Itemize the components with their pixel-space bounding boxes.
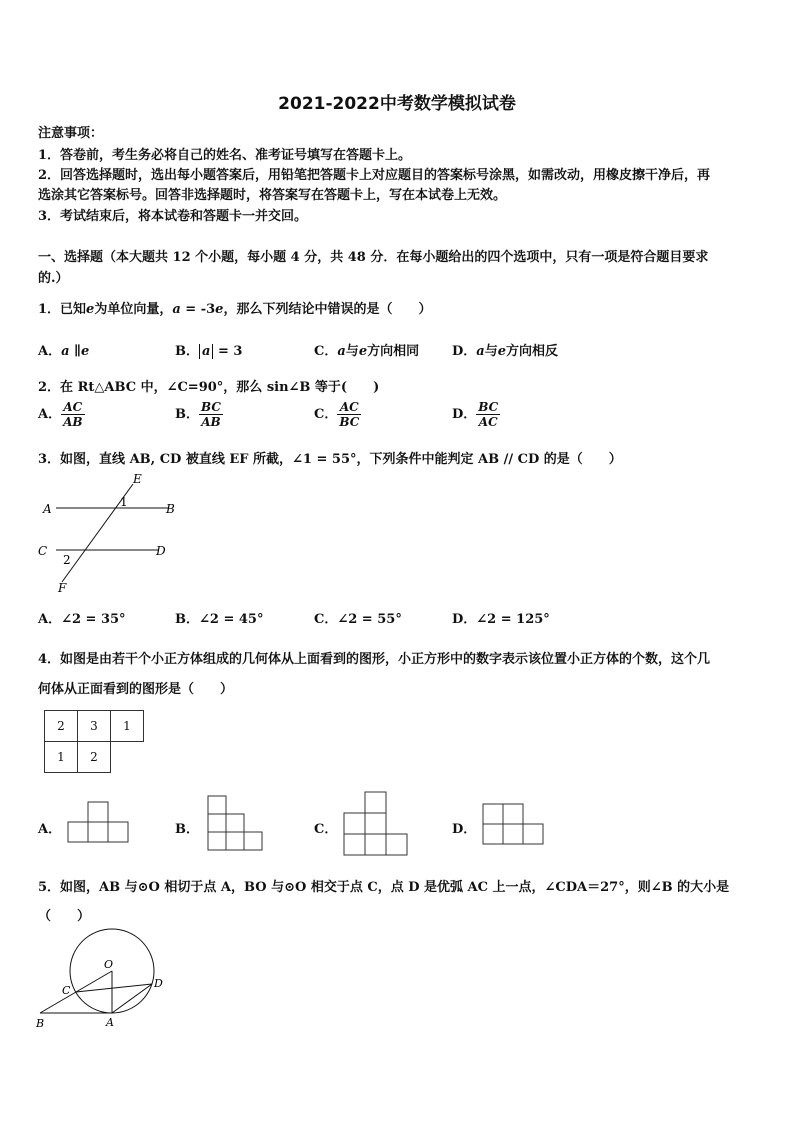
fig3-label-f: F [58, 581, 67, 595]
question-3-stem: 3．如图，直线 AB, CD 被直线 EF 所截，∠1 = 55°，下列条件中能判定 AB // CD 的是（ ） [38, 452, 622, 467]
fig3-label-a: A [43, 502, 52, 516]
notice-heading: 注意事项： [38, 126, 104, 141]
question-5-stem-cont: （ ） [38, 909, 91, 924]
grid-cell: 1 [45, 742, 78, 773]
section-heading-cont: 的.） [38, 271, 69, 286]
grid-cell: 2 [78, 742, 111, 773]
question-2-option-a: A． $\frac{AC}{AB}$ [38, 400, 83, 429]
question-5-stem: 5．如图，AB 与⊙O 相切于点 A，BO 与⊙O 相交于点 C，点 D 是优弧 AC 上一点，∠CDA＝27°，则∠B 的大小是 [38, 880, 730, 895]
notice-item-2: 2．回答选择题时，选出每小题答案后，用铅笔把答题卡上对应题目的答案标号涂黑，如需改动，用橡皮擦干净后，再 [38, 168, 711, 183]
question-4-option-b-figure [208, 796, 266, 852]
fig3-label-c: C [38, 544, 48, 558]
fig5-label-a: A [106, 1016, 114, 1029]
question-2-option-c: C． $\frac{AC}{BC}$ [314, 400, 360, 429]
fig5-label-d: D [154, 977, 163, 990]
question-3-option-b: B．∠2 = 45° [175, 612, 264, 627]
question-4-option-d-label: D． [452, 822, 477, 837]
page-title: 2021-2022中考数学模拟试卷 [278, 94, 516, 114]
notice-item-2-cont: 选涂其它答案标号。回答非选择题时，将答案写在答题卡上，写在本试卷上无效。 [38, 188, 507, 203]
fig3-label-d: D [156, 544, 166, 558]
question-1-stem: 1．已知e为单位向量，a = -3e，那么下列结论中错误的是（ ） [38, 302, 432, 317]
question-3-option-a: A．∠2 = 35° [38, 612, 126, 627]
question-4-option-b-label: B． [175, 822, 199, 837]
question-1-option-b: B． a = 3 [175, 344, 243, 359]
question-1-option-a: A．a ∥e [38, 344, 90, 359]
grid-cell: 1 [111, 711, 144, 742]
question-4-option-a-label: A． [38, 822, 62, 837]
question-4-option-c-figure [344, 792, 408, 856]
grid-cell: 2 [45, 711, 78, 742]
question-2-option-d: D． $\frac{BC}{AC}$ [452, 400, 499, 429]
fig5-label-c: C [62, 984, 71, 997]
question-3-figure [38, 470, 188, 595]
question-1-option-d: D．a与e方向相反 [452, 344, 559, 359]
question-4-option-a-figure [68, 800, 130, 842]
question-1-option-c: C．a与e方向相同 [314, 344, 420, 359]
question-4-option-d-figure [483, 804, 547, 846]
fig5-label-o: O [104, 958, 114, 971]
question-5-figure [34, 930, 184, 1030]
fig3-label-b: B [166, 502, 175, 516]
fig5-label-b: B [36, 1017, 45, 1030]
section-heading: 一、选择题（本大题共 12 个小题，每小题 4 分，共 48 分．在每小题给出的四个选项中，只有一项是符合题目要求 [38, 250, 709, 265]
notice-item-3: 3．考试结束后，将本试卷和答题卡一并交回。 [38, 209, 308, 224]
question-3-option-c: C．∠2 = 55° [314, 612, 402, 627]
question-2-stem: 2．在 Rt△ABC 中，∠C=90°，那么 sin∠B 等于( ) [38, 380, 380, 395]
question-2-option-b: B． $\frac{BC}{AB}$ [175, 400, 221, 429]
notice-item-1: 1．答卷前，考生务必将自己的姓名、准考证号填写在答题卡上。 [38, 148, 412, 163]
grid-cell: 3 [78, 711, 111, 742]
question-3-option-d: D．∠2 = 125° [452, 612, 550, 627]
fig3-angle-1: 1 [120, 495, 128, 509]
question-4-stem-cont: 何体从正面看到的图形是（ ） [38, 682, 234, 697]
question-4-stem: 4．如图是由若干个小正方体组成的几何体从上面看到的图形，小正方形中的数字表示该位置小正方体的个数，这个几 [38, 652, 711, 667]
question-4-option-c-label: C． [314, 822, 338, 837]
fig3-label-e: E [133, 472, 142, 486]
fig3-angle-2: 2 [63, 553, 71, 567]
question-4-top-view-grid [44, 710, 144, 773]
